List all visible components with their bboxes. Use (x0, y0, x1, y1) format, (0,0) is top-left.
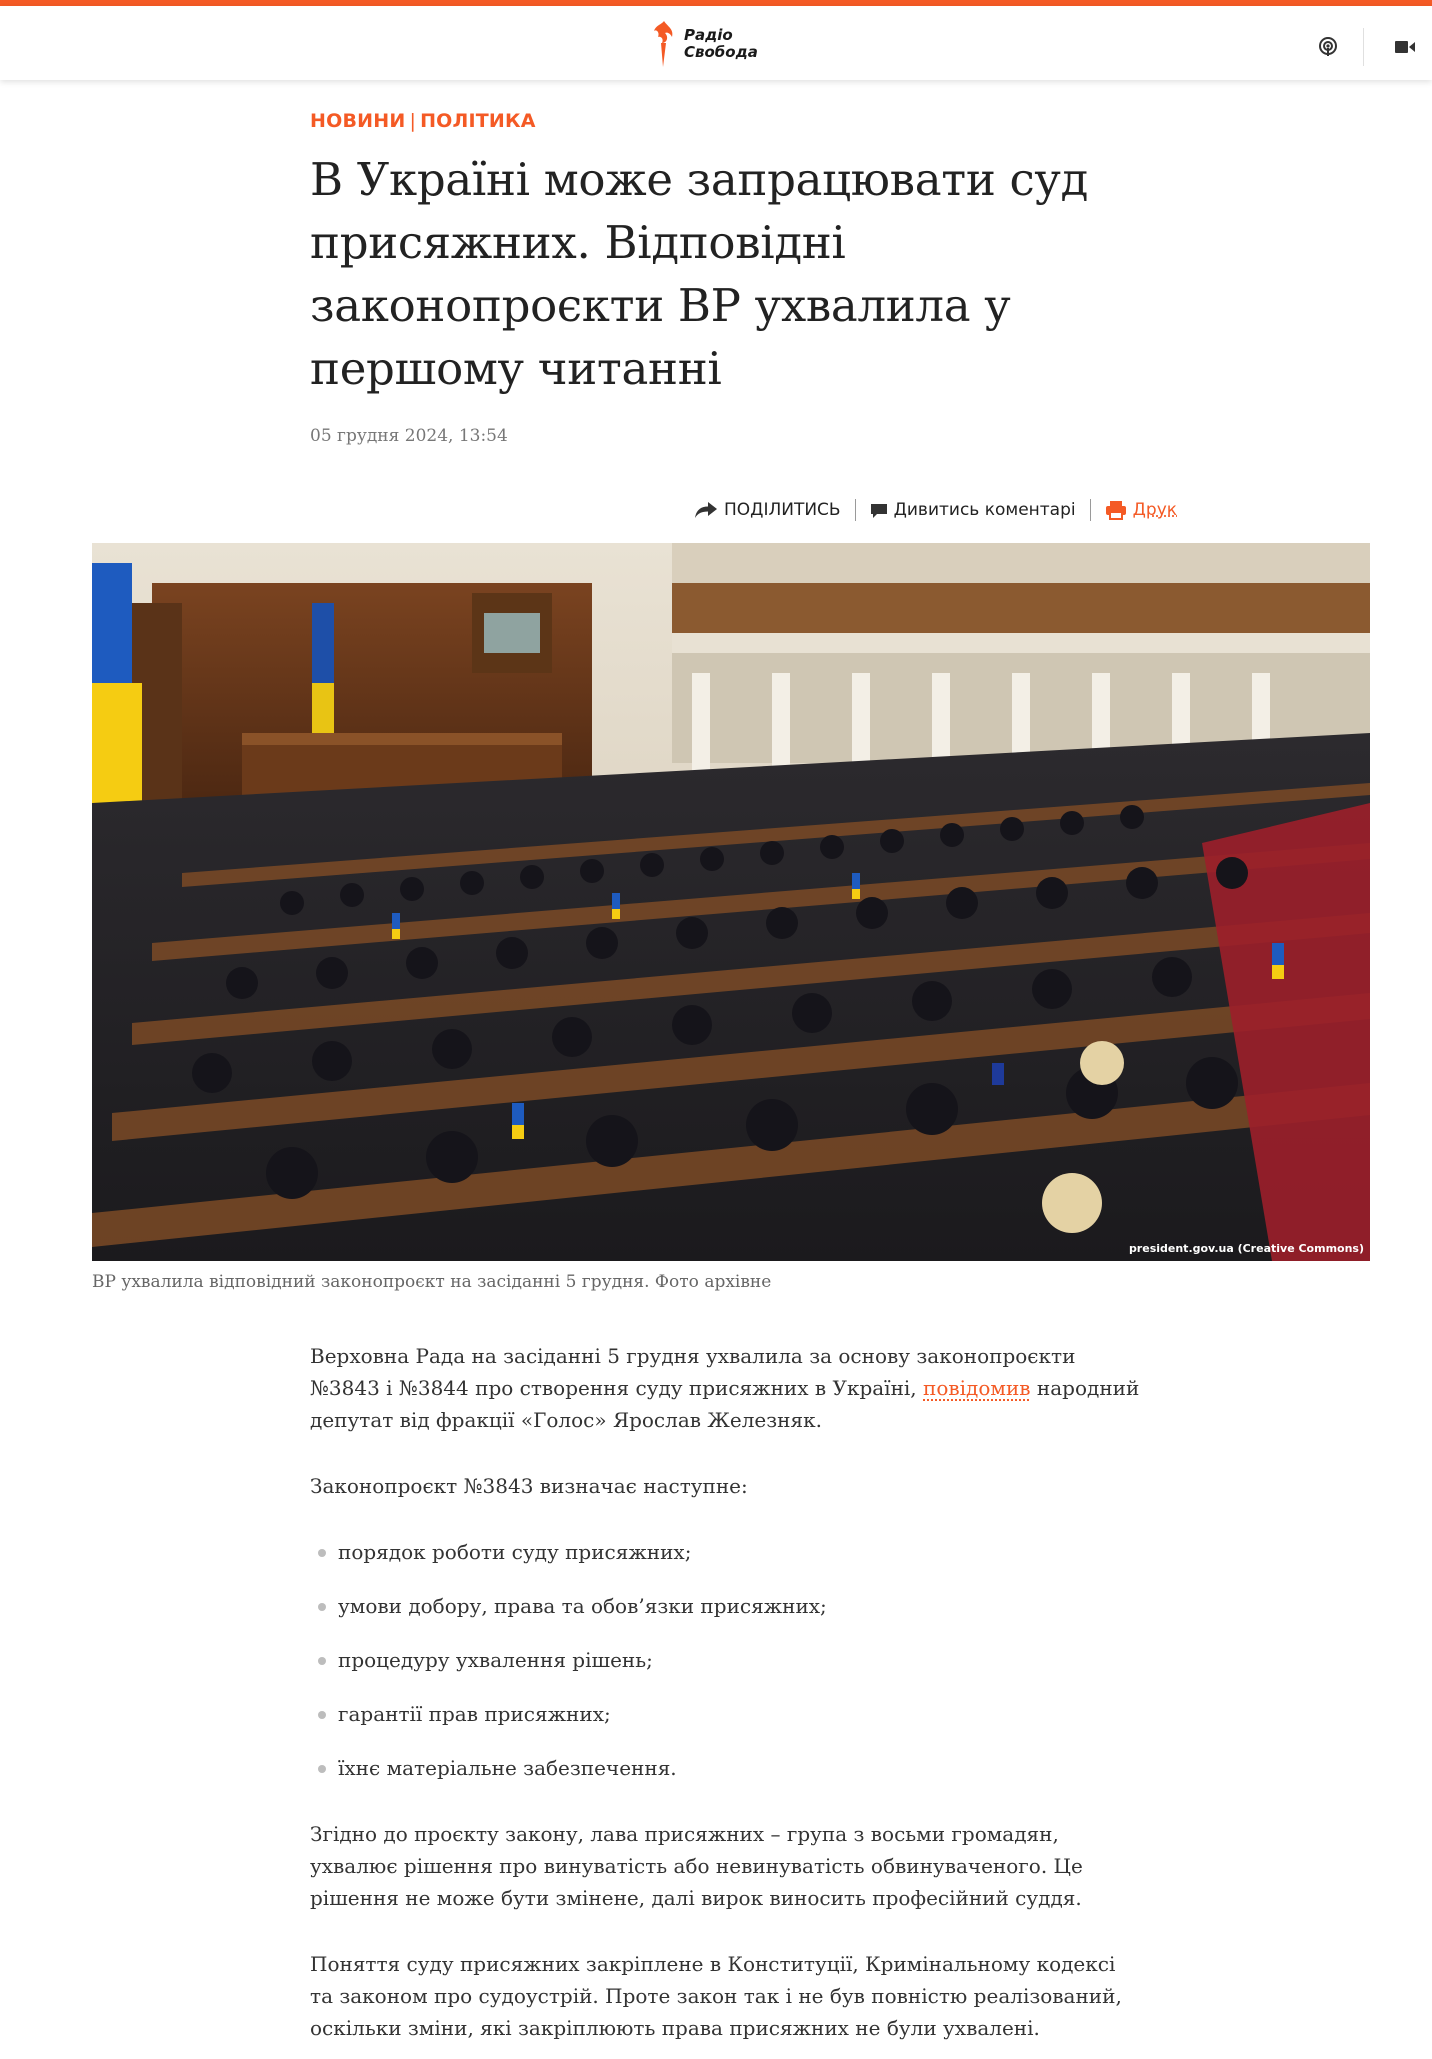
article-body (310, 1340, 1140, 2059)
view-comments-button[interactable] (870, 500, 1076, 520)
site-header (0, 6, 1432, 80)
site-logo[interactable] (648, 18, 758, 70)
logo-line1: Радіо (684, 26, 733, 44)
crumb-politics[interactable]: ПОЛІТИКА (420, 110, 536, 132)
print-icon (1105, 500, 1127, 520)
article-actions (694, 494, 1177, 526)
source-link[interactable]: повідомив (923, 1376, 1031, 1400)
share-label: ПОДІЛИТИСЬ (724, 500, 841, 520)
parliament-hall-image (92, 543, 1370, 1261)
list-item: процедуру ухвалення рішень; (310, 1644, 1140, 1676)
paragraph-2: Законопроєкт №3843 визначає наступне: (310, 1474, 748, 1498)
bill-provisions-list (310, 1536, 1140, 1784)
list-item: порядок роботи суду присяжних; (310, 1536, 1140, 1568)
photo-caption: ВР ухвалила відповідний законопроєкт на засіданні 5 грудня. Фото архівне (92, 1272, 772, 1292)
article-title: В Україні може запрацювати суд присяжних. Відповідні законопроєкти ВР ухвалила у першому читанні (310, 153, 1089, 395)
article-photo[interactable] (92, 543, 1370, 1261)
list-item: умови добору, права та обов’язки присяжних; (310, 1590, 1140, 1622)
breadcrumb (310, 110, 536, 132)
action-divider (855, 499, 856, 521)
publish-date: 05 грудня 2024, 13:54 (310, 426, 508, 446)
list-item: гарантії прав присяжних; (310, 1698, 1140, 1730)
comments-label: Дивитись коментарі (893, 500, 1076, 520)
header-divider (1363, 28, 1364, 66)
logo-line2: Свобода (684, 43, 758, 61)
video-icon[interactable] (1390, 32, 1420, 62)
paragraph-3: Згідно до проєкту закону, лава присяжних – група з восьми громадян, ухвалює рішення про винуватість або невинуватість обвинуваченого. Це рішення не може бути змінене, далі вирок виносить професійний суддя. (310, 1822, 1083, 1910)
torch-icon (648, 19, 680, 69)
list-item: їхнє матеріальне забезпечення. (310, 1752, 1140, 1784)
paragraph-4: Поняття суду присяжних закріплене в Конституції, Кримінальному кодексі та законом про судоустрій. Проте закон так і не був повністю реалізований, оскільки зміни, які закріплюють права присяжних не були ухвалені. (310, 1952, 1122, 2040)
paragraph-1-end: народний депутат від фракції «Голос» Ярослав Железняк. (310, 1376, 1140, 1432)
photo-credit: president.gov.ua (Creative Commons) (1128, 1242, 1364, 1255)
paragraph-1-start: Верховна Рада на засіданні 5 грудня ухвалила за основу законопроєкти №3843 і №3844 про створення суду присяжних в Україні, (310, 1344, 1076, 1400)
crumb-news[interactable]: НОВИНИ (310, 110, 406, 132)
share-arrow-icon (694, 501, 718, 519)
logo-text (684, 27, 758, 61)
print-button[interactable] (1105, 500, 1177, 520)
comment-icon (870, 502, 888, 519)
print-label: Друк (1132, 500, 1178, 520)
podcast-icon[interactable] (1313, 32, 1343, 62)
share-button[interactable] (694, 500, 841, 520)
crumb-separator: | (409, 110, 417, 132)
paragraph-1 (310, 1340, 1140, 1436)
action-divider (1090, 499, 1091, 521)
